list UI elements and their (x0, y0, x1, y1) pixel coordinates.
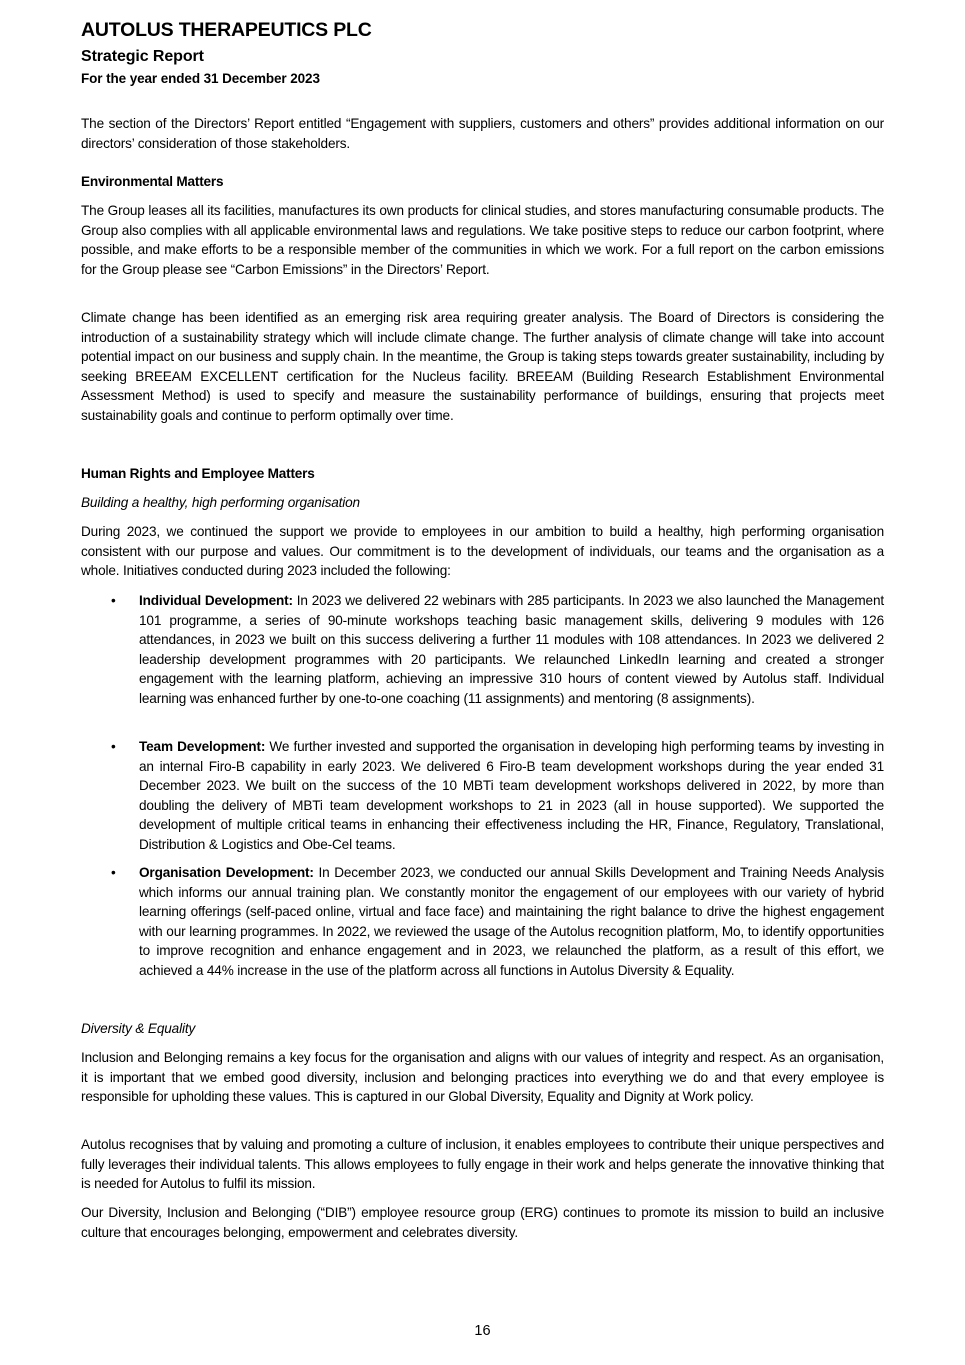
environmental-heading: Environmental Matters (81, 174, 224, 189)
company-title: AUTOLUS THERAPEUTICS PLC (81, 19, 372, 41)
diversity-paragraph-2: Autolus recognises that by valuing and promoting a culture of inclusion, it enables employees to contribute their unique perspectives and fully leverages their individual talents. This allows employees to fully engage in their work and helps generate the innovative thinking that is needed for Autolus to fulfil its mission. (81, 1137, 884, 1191)
bullet-lead: Individual Development: (139, 593, 293, 608)
diversity-paragraph-1: Inclusion and Belonging remains a key focus for the organisation and aligns with our values of integrity and respect. As an organisation, it is important that we embed good diversity, inclusion and belonging practices into everything we do and that every employee is responsible for upholding these values. This is captured in our Global Diversity, Equality and Dignity at Work policy. (81, 1050, 884, 1104)
bullet-body: We further invested and supported the organisation in developing high performing teams by investing in an internal Firo-B capability in early 2023. We delivered 6 Firo-B team development workshops during the year ended 31 December 2023. We built on the success of the 10 MBTi team development workshops delivered in 2022, by more than doubling the delivery of MBTi team development workshops to 21 in 2023 (all in house supported). We supported the development of multiple critical teams in enhancing their effectiveness including the HR, Finance, Regulatory, Translational, Distribution & Logistics and Obe-Cel teams. (139, 739, 884, 852)
intro-paragraph: The section of the Directors’ Report entitled “Engagement with suppliers, customers and others” provides additional information on our directors’ consideration of those stakeholders. (81, 116, 884, 151)
environmental-paragraph-2: Climate change has been identified as an emerging risk area requiring greater analysis. The Board of Directors is considering the introduction of a sustainability strategy which will include climate change. The further analysis of climate change will take into account potential impact on our business and supply chain. In the meantime, the Group is taking steps towards greater sustainability, including by seeking BREEAM EXCELLENT certification for the Nucleus facility. BREEAM (Building Research Establishment Environmental Assessment Method) is used to specify and measure the sustainability performance of buildings, ensuring that projects meet sustainability goals and continue to perform optimally over time. (81, 310, 884, 423)
bullet-text (139, 737, 884, 854)
human-rights-heading: Human Rights and Employee Matters (81, 466, 315, 481)
report-title: Strategic Report (81, 48, 204, 65)
healthy-organisation-subheading: Building a healthy, high performing organisation (81, 495, 360, 510)
diversity-paragraph-3: Our Diversity, Inclusion and Belonging (“DIB”) employee resource group (ERG) continues to promote its mission to build an inclusive culture that encourages belonging, empowerment and celebrates diversity. (81, 1205, 884, 1240)
page-number: 16 (474, 1323, 491, 1339)
reporting-period: For the year ended 31 December 2023 (81, 71, 320, 86)
bullet-icon: • (111, 593, 116, 608)
bullet-text (139, 591, 884, 708)
human-rights-intro-paragraph: During 2023, we continued the support we provide to employees in our ambition to build a healthy, high performing organisation consistent with our purpose and values. Our commitment is to the development of individuals, our teams and the organisation as a whole. Initiatives conducted during 2023 included the following: (81, 524, 884, 578)
bullet-body: In December 2023, we conducted our annual Skills Development and Training Needs Analysis which informs our annual training plan. We constantly monitor the engagement of our employees with our variety of hybrid learning offerings (self-paced online, virtual and face face) and maintaining the right balance to drive the highest engagement with our learning programmes. In 2022, we reviewed the usage of the Autolus recognition platform, Mo, to identify opportunities to improve recognition and enhance engagement and in 2023, we relaunched the platform, as a result of this effort, we achieved a 44% increase in the use of the platform across all functions in Autolus Diversity & Equality. (139, 865, 884, 978)
diversity-subheading: Diversity & Equality (81, 1021, 196, 1036)
bullet-icon: • (111, 865, 116, 880)
bullet-icon: • (111, 739, 116, 754)
bullet-lead: Team Development: (139, 739, 266, 754)
environmental-paragraph-1: The Group leases all its facilities, manufactures its own products for clinical studies, and stores manufacturing consumable products. The Group also complies with all applicable environmental laws and regulations. We take positive steps to reduce our carbon footprint, where possible, and make efforts to be a responsible member of the communities in which we work. For a full report on the carbon emissions for the Group please see “Carbon Emissions” in the Directors’ Report. (81, 203, 884, 277)
bullet-text (139, 863, 884, 980)
bullet-body: In 2023 we delivered 22 webinars with 285 participants. In 2023 we also launched the Management 101 programme, a series of 90-minute workshops teaching basic management skills, delivering 9 modules with 126 attendances, in 2023 we built on this success delivering a further 11 modules with 108 attendances. In 2023 we delivered 2 leadership development programmes with 20 participants. We relaunched LinkedIn learning and created a stronger engagement with the learning platform, achieving an impressive 310 hours of content viewed by Autolus staff. Individual learning was enhanced further by one-to-one coaching (11 assignments) and mentoring (8 assignments). (139, 593, 884, 706)
bullet-lead: Organisation Development: (139, 865, 314, 880)
